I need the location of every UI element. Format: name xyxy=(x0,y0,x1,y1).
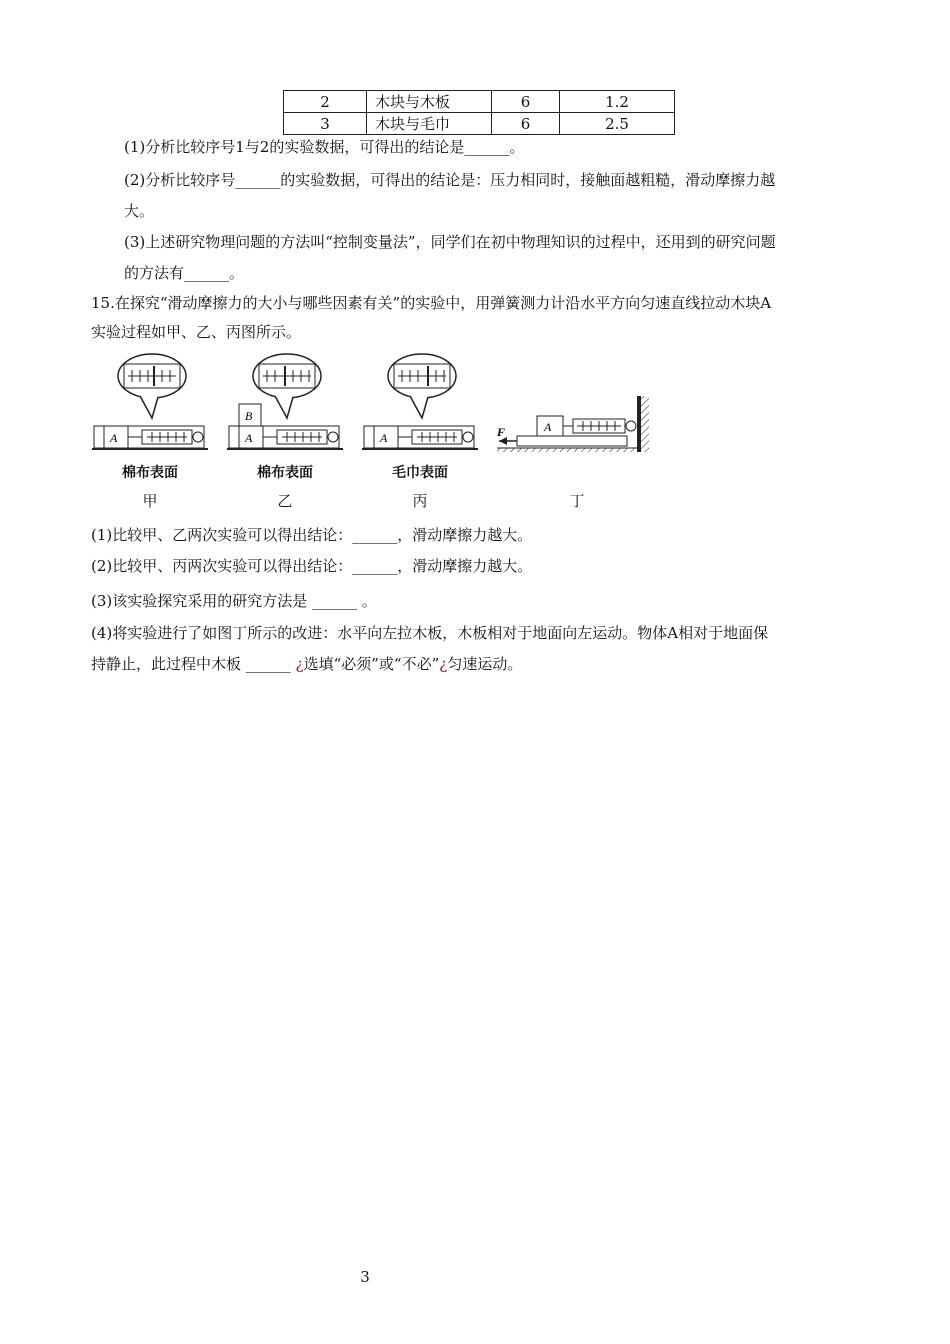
q15-part4-line2 xyxy=(91,654,522,674)
inverted-question-mark: ¿ xyxy=(295,655,304,673)
svg-text:A: A xyxy=(245,431,253,445)
q15-part4-text: 持静止，此过程中木板 ______ xyxy=(91,655,296,673)
table-cell: 木块与毛巾 xyxy=(367,113,492,135)
figure-ding xyxy=(496,396,649,452)
figure-jia-surface: 棉布表面 xyxy=(122,465,178,481)
q14-part2-line1: (2)分析比较序号______的实验数据，可得出的结论是：压力相同时，接触面越粗糙，滑动摩擦力越 xyxy=(124,171,776,189)
table-cell: 6 xyxy=(492,113,560,135)
q14-part1: (1)分析比较序号1与2的实验数据，可得出的结论是______。 xyxy=(124,138,525,156)
q15-part3: (3)该实验探究采用的研究方法是 ______ 。 xyxy=(91,592,377,610)
experiment-figures xyxy=(92,352,652,487)
q15-part2: (2)比较甲、丙两次实验可以得出结论：______，滑动摩擦力越大。 xyxy=(91,557,533,575)
page-number: 3 xyxy=(360,1268,370,1286)
q14-part3-line1: (3)上述研究物理问题的方法叫“控制变量法”，同学们在初中物理知识的过程中，还用到的研究问题 xyxy=(124,233,776,251)
table-cell: 6 xyxy=(492,91,560,113)
experiment-diagram xyxy=(92,352,652,452)
figure-yi-label: 乙 xyxy=(277,492,293,510)
table-row xyxy=(284,113,675,135)
table-cell: 2 xyxy=(284,91,367,113)
q15-stem-line2: 实验过程如甲、乙、丙图所示。 xyxy=(91,323,302,341)
svg-text:A: A xyxy=(110,431,118,445)
figure-jia-label: 甲 xyxy=(142,492,158,510)
table-cell: 3 xyxy=(284,113,367,135)
figure-bing-label: 丙 xyxy=(412,492,428,510)
q15-stem-line1: 15.在探究“滑动摩擦力的大小与哪些因素有关”的实验中，用弹簧测力计沿水平方向匀速直线拉动木块A xyxy=(91,294,772,312)
figure-bing-surface: 毛巾表面 xyxy=(392,465,448,481)
figure-yi-surface: 棉布表面 xyxy=(257,465,313,481)
figure-yi xyxy=(227,354,343,449)
data-table xyxy=(283,90,675,135)
svg-text:B: B xyxy=(245,409,253,423)
table-cell: 2.5 xyxy=(560,113,675,135)
figure-bing xyxy=(362,354,478,449)
q14-part2-line2: 大。 xyxy=(124,202,155,220)
table-cell: 1.2 xyxy=(560,91,675,113)
table-cell: 木块与木板 xyxy=(367,91,492,113)
q15-part4-line1: (4)将实验进行了如图丁所示的改进：水平向左拉木板，木板相对于地面向左运动。物体A相对于地面保 xyxy=(91,624,769,642)
q15-part4-end: 匀速运动。 xyxy=(447,655,523,673)
inverted-question-mark: ¿ xyxy=(439,655,448,673)
figure-ding-label: 丁 xyxy=(569,492,585,510)
table-row xyxy=(284,91,675,113)
q14-part3-line2: 的方法有______。 xyxy=(124,264,245,282)
svg-text:A: A xyxy=(380,431,388,445)
force-label: F xyxy=(497,425,506,439)
q15-part1: (1)比较甲、乙两次实验可以得出结论：______，滑动摩擦力越大。 xyxy=(91,526,533,544)
svg-text:A: A xyxy=(544,420,552,434)
q15-part4-hint: 选填“必须”或“不必” xyxy=(303,655,440,673)
figure-jia xyxy=(92,354,208,449)
